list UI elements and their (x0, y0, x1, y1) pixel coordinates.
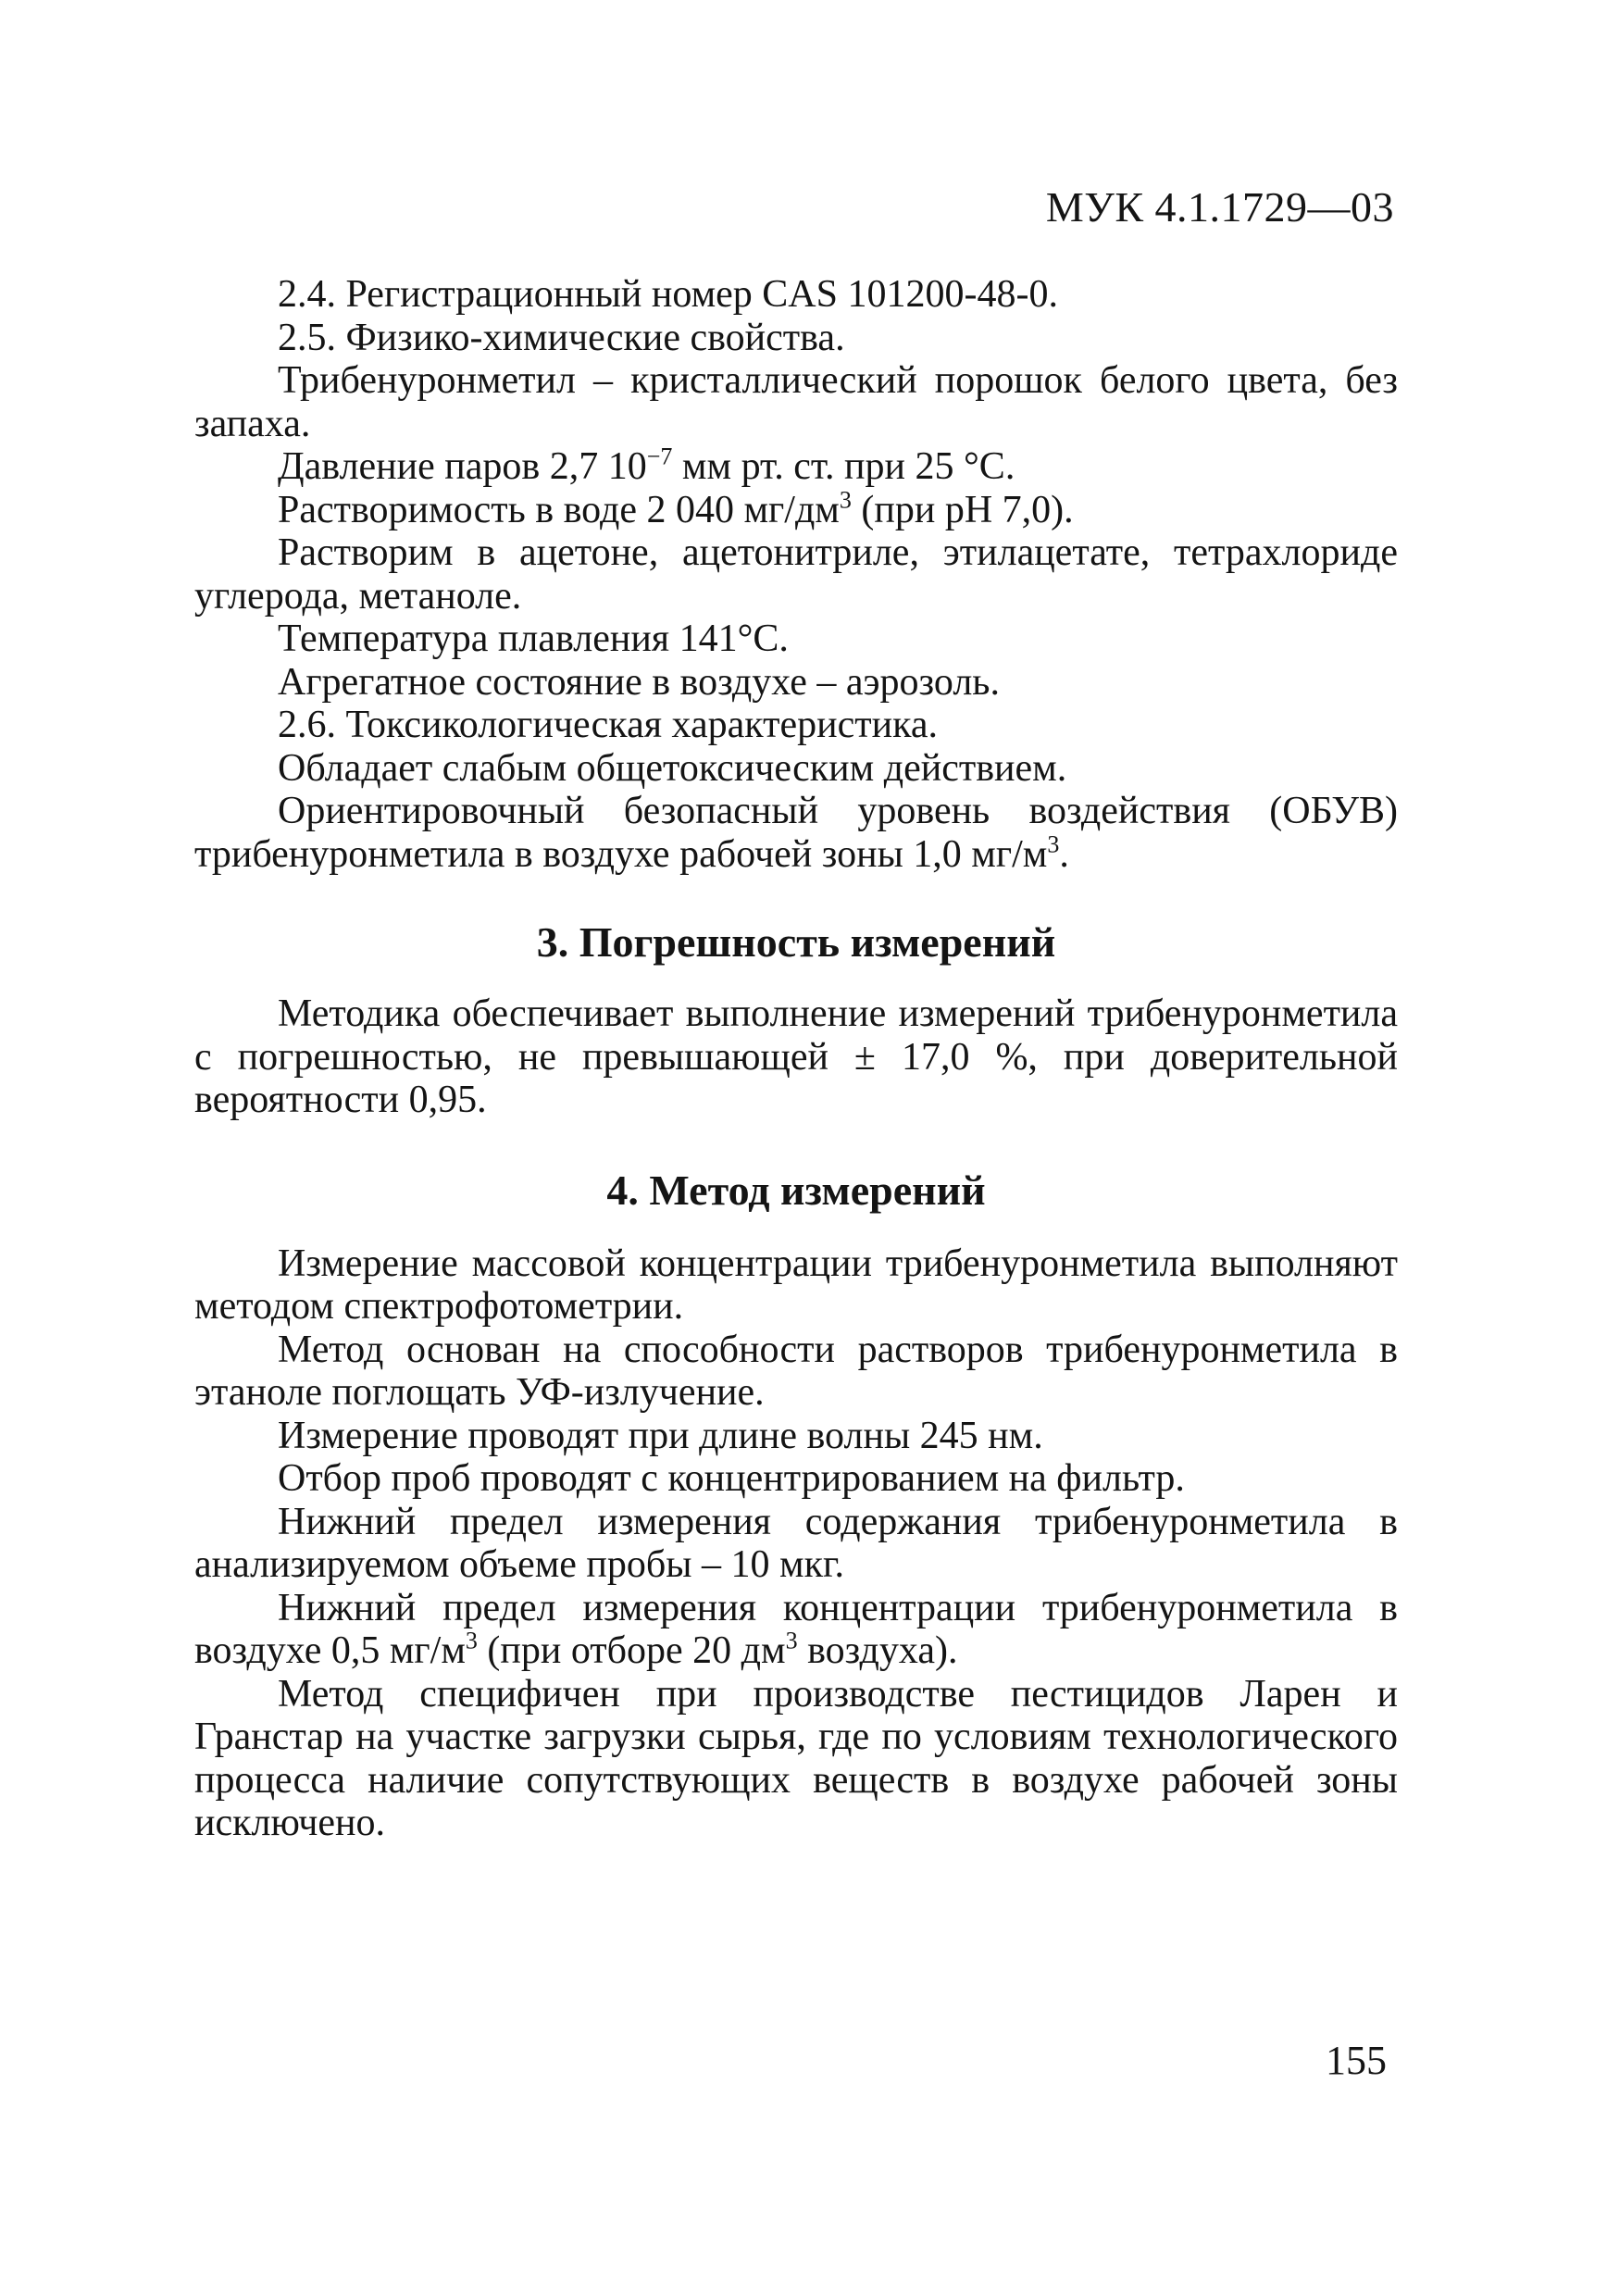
document-code-header: МУК 4.1.1729—03 (1045, 183, 1394, 231)
vapor-pressure-exponent: −7 (646, 443, 673, 470)
section-4-paragraph-7: Метод специфичен при производстве пестицидов Ларен и Гранстар на участке загрузки сырья, где по условиям технологического процесса наличие сопутствующих веществ в воздухе рабочей зоны исключено. (194, 1672, 1398, 1844)
cas-number-paragraph: 2.4. Регистрационный номер CAS 101200-48-0. (278, 273, 1058, 316)
sample-volume-text: (при отборе 20 дм (477, 1629, 786, 1672)
section-4-paragraph-4: Отбор проб проводят с концентрированием на фильтр. (278, 1457, 1185, 1500)
detection-limit-exponent-2: 3 (785, 1627, 798, 1654)
obuv-exponent: 3 (1047, 830, 1060, 857)
page-number: 155 (1326, 2038, 1387, 2083)
detection-limit-text: Нижний предел измерения концентрации трибенуронметила в воздухе 0,5 мг/м (194, 1586, 1398, 1672)
solvent-solubility-paragraph: Растворим в ацетоне, ацетонитриле, этилацетате, тетрахлориде углерода, метаноле. (194, 531, 1398, 618)
section-4-title: 4. Метод измерений (606, 1166, 986, 1214)
water-solubility-ph: (при рН 7,0). (851, 488, 1074, 531)
section-4-paragraph-2: Метод основан на способности растворов трибенуронметила в этаноле поглощать УФ-излучение. (194, 1328, 1398, 1414)
description-paragraph: Трибенуронметил – кристаллический порошок белого цвета, без запаха. (194, 359, 1398, 445)
phys-chem-heading: 2.5. Физико-химические свойства. (278, 316, 845, 359)
air-text: воздуха). (797, 1629, 958, 1672)
section-4-paragraph-5: Нижний предел измерения содержания трибенуронметила в анализируемом объеме пробы – 10 мкг. (194, 1500, 1398, 1586)
water-solubility-exponent: 3 (839, 485, 852, 513)
section-4-paragraph-6 (194, 1587, 1398, 1673)
section-4-paragraph-1: Измерение массовой концентрации трибенуронметила выполняют методом спектрофотометрии. (194, 1242, 1398, 1328)
section-3-paragraph: Методика обеспечивает выполнение измерений трибенуронметила с погрешностью, не превышающей ± 17,0 %, при доверительной вероятности 0,95. (194, 992, 1398, 1121)
toxicity-paragraph: Обладает слабым общетоксическим действием. (278, 746, 1067, 790)
obuv-text: Ориентировочный безопасный уровень воздействия (ОБУВ) трибенуронметила в воздухе рабочей зоны 1,0 мг/м (194, 790, 1398, 876)
toxicology-heading: 2.6. Токсикологическая характеристика. (278, 704, 938, 746)
obuv-paragraph (194, 790, 1398, 876)
vapor-pressure-text: Давление паров 2,7 10 (278, 445, 647, 488)
aggregate-state-paragraph: Агрегатное состояние в воздухе – аэрозоль. (278, 660, 1000, 704)
page-body (194, 273, 1398, 1845)
obuv-period: . (1059, 832, 1069, 876)
vapor-pressure-paragraph (194, 445, 1398, 489)
detection-limit-exponent-1: 3 (465, 1627, 478, 1654)
water-solubility-text: Растворимость в воде 2 040 мг/дм (278, 488, 840, 531)
section-4-paragraph-3: Измерение проводят при длине волны 245 нм. (278, 1414, 1043, 1457)
melting-point-paragraph: Температура плавления 141°С. (278, 618, 789, 660)
vapor-pressure-unit: мм рт. ст. при 25 °С. (672, 445, 1015, 488)
section-3-title: 3. Погрешность измерений (536, 918, 1056, 966)
water-solubility-paragraph (194, 485, 1398, 532)
